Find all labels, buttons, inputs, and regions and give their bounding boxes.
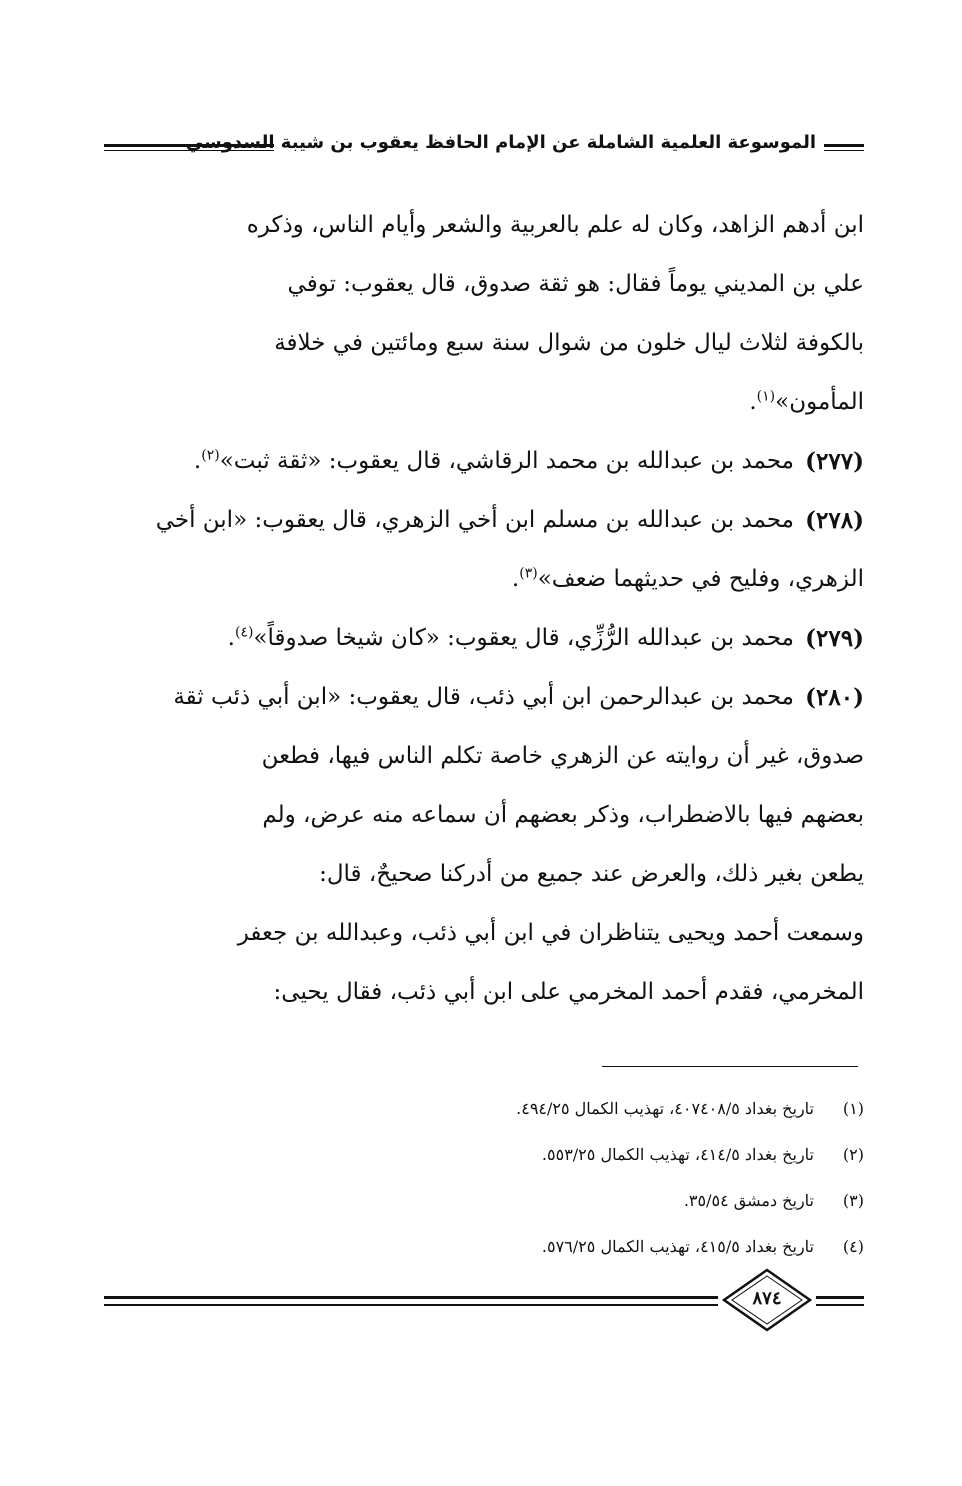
entry-277 (104, 432, 864, 491)
entry-text (104, 432, 794, 491)
footnote (104, 1178, 864, 1224)
footnote-text: تاريخ بغداد ٤٠٧٤٠٨/٥، تهذيب الكمال ٤٩٤/٢٥. (516, 1099, 814, 1118)
header-rule-left (104, 144, 274, 151)
text-line: بعضهم فيها بالاضطراب، وذكر بعضهم أن سماعه منه عرض، ولم (262, 802, 864, 828)
entry-number: (٢٧٨) (805, 507, 864, 534)
entry-text (104, 609, 794, 668)
text-line (104, 609, 794, 668)
footnote (104, 1224, 864, 1270)
running-header (104, 128, 864, 168)
footnote-ref: (٣) (519, 565, 538, 582)
text-line: بالكوفة لثلاث ليال خلون من شوال سنة سبع ومائتين في خلافة (274, 330, 864, 356)
header-title: الموسوعة العلمية الشاملة عن الإمام الحافظ يعقوب بن شيبة السدوسي (185, 132, 816, 153)
text-line: علي بن المديني يوماً فقال: هو ثقة صدوق، قال يعقوب: توفي (287, 271, 864, 297)
full-stop: . (511, 566, 520, 592)
footnote-number: (١) (842, 1099, 864, 1118)
full-stop: . (227, 625, 235, 651)
text-line: ابن أدهم الزاهد، وكان له علم بالعربية والشعر وأيام الناس، وذكره (246, 212, 864, 238)
footnote-number: (٣) (842, 1191, 864, 1210)
text-line: محمد بن عبدالله بن مسلم ابن أخي الزهري، قال يعقوب: «ابن أخي (155, 507, 794, 533)
entry-278 (104, 491, 864, 609)
entry-number: (٢٧٩) (805, 625, 864, 652)
page-number: ٨٧٤ (752, 1288, 782, 1309)
entry-number: (٢٧٧) (805, 448, 864, 475)
footnote-number: (٤) (842, 1237, 864, 1256)
text-line: محمد بن عبدالرحمن ابن أبي ذئب، قال يعقوب: «ابن أبي ذئب ثقة (173, 684, 794, 710)
full-stop: . (193, 448, 202, 474)
footnotes (104, 1086, 864, 1270)
text-line: صدوق، غير أن روايته عن الزهري خاصة تكلم الناس فيها، فطعن (261, 743, 864, 769)
entry-280 (104, 668, 864, 1022)
entry-279 (104, 609, 864, 668)
body-text (104, 196, 864, 1022)
text-span: محمد بن عبدالله بن محمد الرقاشي، قال يعقوب: «ثقة ثبت» (219, 448, 794, 474)
footer-rule-right (816, 1296, 864, 1306)
full-stop: . (749, 389, 757, 415)
text-line: وسمعت أحمد ويحيى يتناظران في ابن أبي ذئب، وعبدالله بن جعفر (237, 920, 864, 946)
text-line (104, 550, 864, 609)
entry-number: (٢٨٠) (805, 684, 864, 711)
footnote-ref: (١) (756, 388, 776, 405)
header-rule-right (824, 144, 864, 151)
text-span: المأمون» (775, 389, 864, 415)
footer-rule-left (104, 1296, 718, 1306)
text-span: الزهري، وفليح في حديثهما ضعف» (537, 566, 864, 592)
footnote-ref: (٢) (201, 447, 220, 464)
footnote-number: (٢) (842, 1145, 864, 1164)
text-line: المخرمي، فقدم أحمد المخرمي على ابن أبي ذئب، فقال يحيى: (273, 979, 864, 1005)
text-line (104, 373, 864, 432)
footnote-text: تاريخ بغداد ٤١٥/٥، تهذيب الكمال ٥٧٦/٢٥. (541, 1237, 814, 1256)
text-line (104, 432, 794, 491)
footnote-ref: (٤) (234, 624, 254, 641)
footnote-separator (602, 1066, 858, 1067)
footnote-text: تاريخ بغداد ٤١٤/٥، تهذيب الكمال ٥٥٣/٢٥. (541, 1145, 814, 1164)
footnote (104, 1086, 864, 1132)
text-span: محمد بن عبدالله الرُّزِّي، قال يعقوب: «كان شيخا صدوقاً» (253, 625, 794, 651)
footnote (104, 1132, 864, 1178)
text-line: يطعن بغير ذلك، والعرض عند جميع من أدركنا صحيحٌ، قال: (319, 861, 864, 887)
footnote-text: تاريخ دمشق ٣٥/٥٤. (683, 1191, 814, 1210)
